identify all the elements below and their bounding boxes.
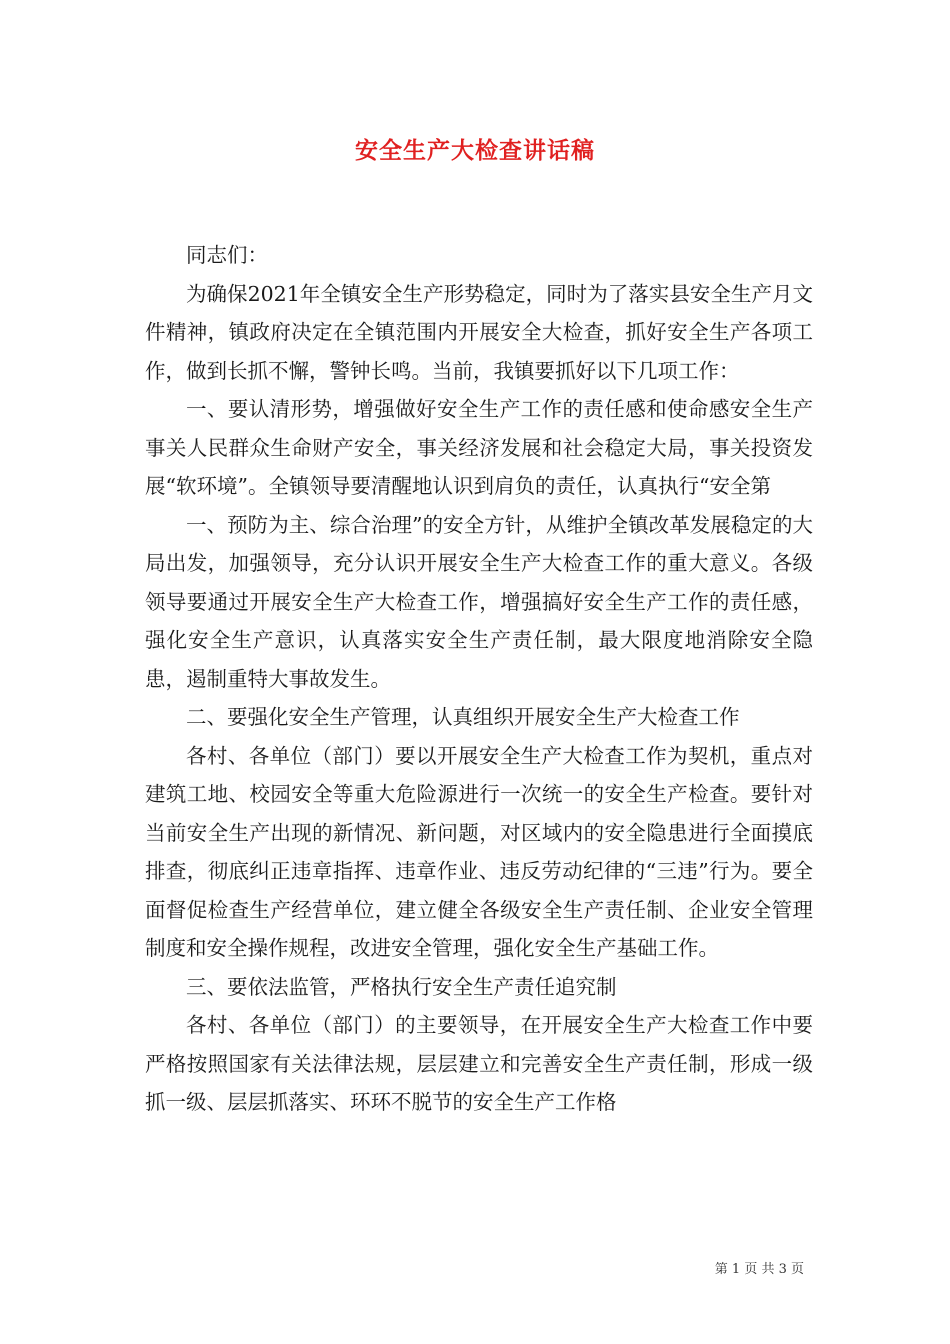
- heading-section-3: 三、要依法监管，严格执行安全生产责任追究制: [186, 974, 617, 999]
- heading-section-2: 二、要强化安全生产管理，认真组织开展安全生产大检查工作: [186, 705, 740, 729]
- paragraph-section-2: 各村、各单位（部门）要以开展安全生产大检查工作为契机，重点对建筑工地、校园安全等重大危险源进行一次统一的安全生产检查。要针对当前安全生产出现的新情况、新问题，对区域内的安全隐患进行全面摸底排查，彻底纠正违章指挥、违章作业、违反劳动纪律的“三违”行为。要全面督促检查生产经营单位，建立健全各级安全生产责任制、企业安全管理制度和安全操作规程，改进安全管理，强化安全生产基础工作。: [145, 743, 813, 960]
- salutation: 同志们：: [186, 243, 268, 267]
- document-title: 安全生产大检查讲话稿: [355, 137, 595, 164]
- document-body: [145, 236, 813, 1122]
- page-number: 第 1 页 共 3 页: [714, 1262, 804, 1277]
- paragraph-intro: 为确保2021年全镇安全生产形势稳定，同时为了落实县安全生产月文件精神，镇政府决定在全镇范围内开展安全大检查，抓好安全生产各项工作，做到长抓不懈，警钟长鸣。当前，我镇要抓好以下几项工作：: [145, 281, 813, 383]
- paragraph-section-3: 各村、各单位（部门）的主要领导，在开展安全生产大检查工作中要严格按照国家有关法律法规，层层建立和完善安全生产责任制，形成一级抓一级、层层抓落实、环环不脱节的安全生产工作格: [145, 1013, 813, 1114]
- paragraph-section-1-cont: 一、预防为主、综合治理”的安全方针，从维护全镇改革发展稳定的大局出发，加强领导，充分认识开展安全生产大检查工作的重大意义。各级领导要通过开展安全生产大检查工作，增强搞好安全生产工作的责任感，强化安全生产意识，认真落实安全生产责任制，最大限度地消除安全隐患，遏制重特大事故发生。: [145, 512, 813, 691]
- paragraph-section-1: 一、要认清形势，增强做好安全生产工作的责任感和使命感安全生产事关人民群众生命财产安全，事关经济发展和社会稳定大局，事关投资发展“软环境”。全镇领导要清醒地认识到肩负的责任，认真执行“安全第: [145, 397, 813, 498]
